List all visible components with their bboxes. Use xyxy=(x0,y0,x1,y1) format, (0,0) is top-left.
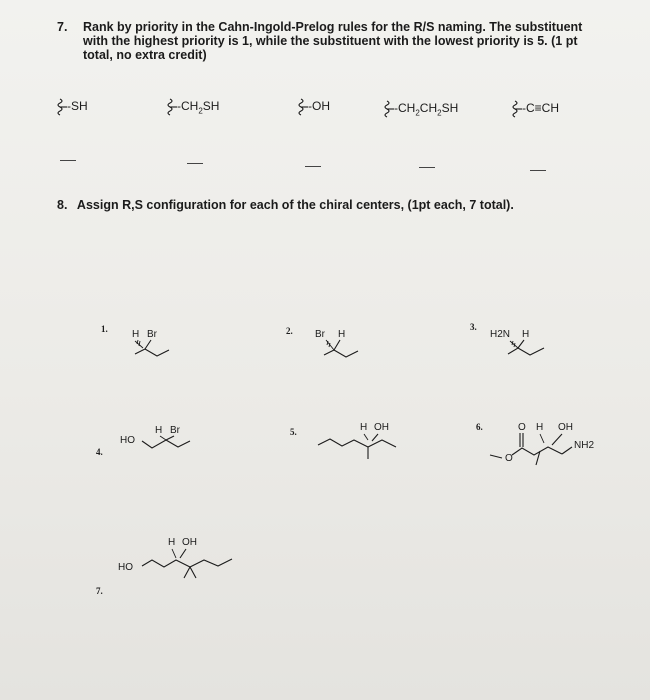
svg-text:Br: Br xyxy=(147,329,157,340)
svg-text:H: H xyxy=(522,329,530,340)
question-8-number: 8. xyxy=(57,198,68,212)
structure-7 xyxy=(90,530,250,610)
svg-text:H: H xyxy=(536,422,544,433)
substituent-2: $-CH_2SH$ xyxy=(163,98,219,116)
structure-6-number: 6. xyxy=(476,422,483,432)
svg-text:OH: OH xyxy=(374,422,389,433)
question-7-text: Rank by priority in the Cahn-Ingold-Prelog rules for the R/S naming. The substituent with the highest priority is 1, while the substituent with the lowest priority is 5. (1 pt total, no extra credit) xyxy=(83,20,583,62)
wavy-bond-icon xyxy=(163,98,177,116)
structure-6 xyxy=(472,415,612,470)
structure-2-number: 2. xyxy=(286,326,293,336)
svg-text:OH: OH xyxy=(182,537,197,548)
svg-text:Br: Br xyxy=(170,425,180,436)
question-7-number: 7. xyxy=(57,20,68,34)
wavy-bond-icon xyxy=(294,98,308,116)
structure-7-number: 7. xyxy=(96,586,103,596)
answer-blank-3[interactable] xyxy=(305,166,321,167)
structure-4-number: 4. xyxy=(96,447,103,457)
substituent-1: -SH xyxy=(53,98,88,116)
answer-blank-2[interactable] xyxy=(187,163,203,164)
svg-text:H: H xyxy=(155,425,163,436)
answer-blank-5[interactable] xyxy=(530,170,546,171)
substituent-5: -C≡CH xyxy=(508,100,559,118)
structure-2 xyxy=(282,320,372,370)
structure-5 xyxy=(288,415,418,465)
question-8-text: Assign R,S configuration for each of the chiral centers, (1pt each, 7 total). xyxy=(76,198,514,212)
structure-1-number: 1. xyxy=(101,324,108,334)
wavy-bond-icon xyxy=(380,100,394,118)
substituent-4: $-CH_2CH_2SH$ xyxy=(380,100,458,118)
structure-4 xyxy=(92,415,212,465)
structure-5-number: 5. xyxy=(290,427,297,437)
svg-text:Br: Br xyxy=(315,329,325,340)
svg-text:OH: OH xyxy=(558,422,573,433)
svg-text:HO: HO xyxy=(120,435,135,446)
structure-3 xyxy=(466,318,566,368)
svg-text:H: H xyxy=(168,537,176,548)
svg-text:H: H xyxy=(360,422,368,433)
svg-text:O: O xyxy=(505,453,513,464)
substituent-3: -OH xyxy=(294,98,330,116)
question-8 xyxy=(57,198,514,212)
answer-blank-4[interactable] xyxy=(419,167,435,168)
structure-1 xyxy=(95,318,185,368)
structure-3-number: 3. xyxy=(470,322,477,332)
svg-text:O: O xyxy=(518,422,526,433)
wavy-bond-icon xyxy=(508,100,522,118)
svg-text:H: H xyxy=(132,329,140,340)
svg-text:HO: HO xyxy=(118,562,133,573)
svg-text:H: H xyxy=(338,329,346,340)
wavy-bond-icon xyxy=(53,98,67,116)
answer-blank-1[interactable] xyxy=(60,160,76,161)
svg-text:NH2: NH2 xyxy=(574,440,595,451)
svg-text:H2N: H2N xyxy=(490,329,511,340)
